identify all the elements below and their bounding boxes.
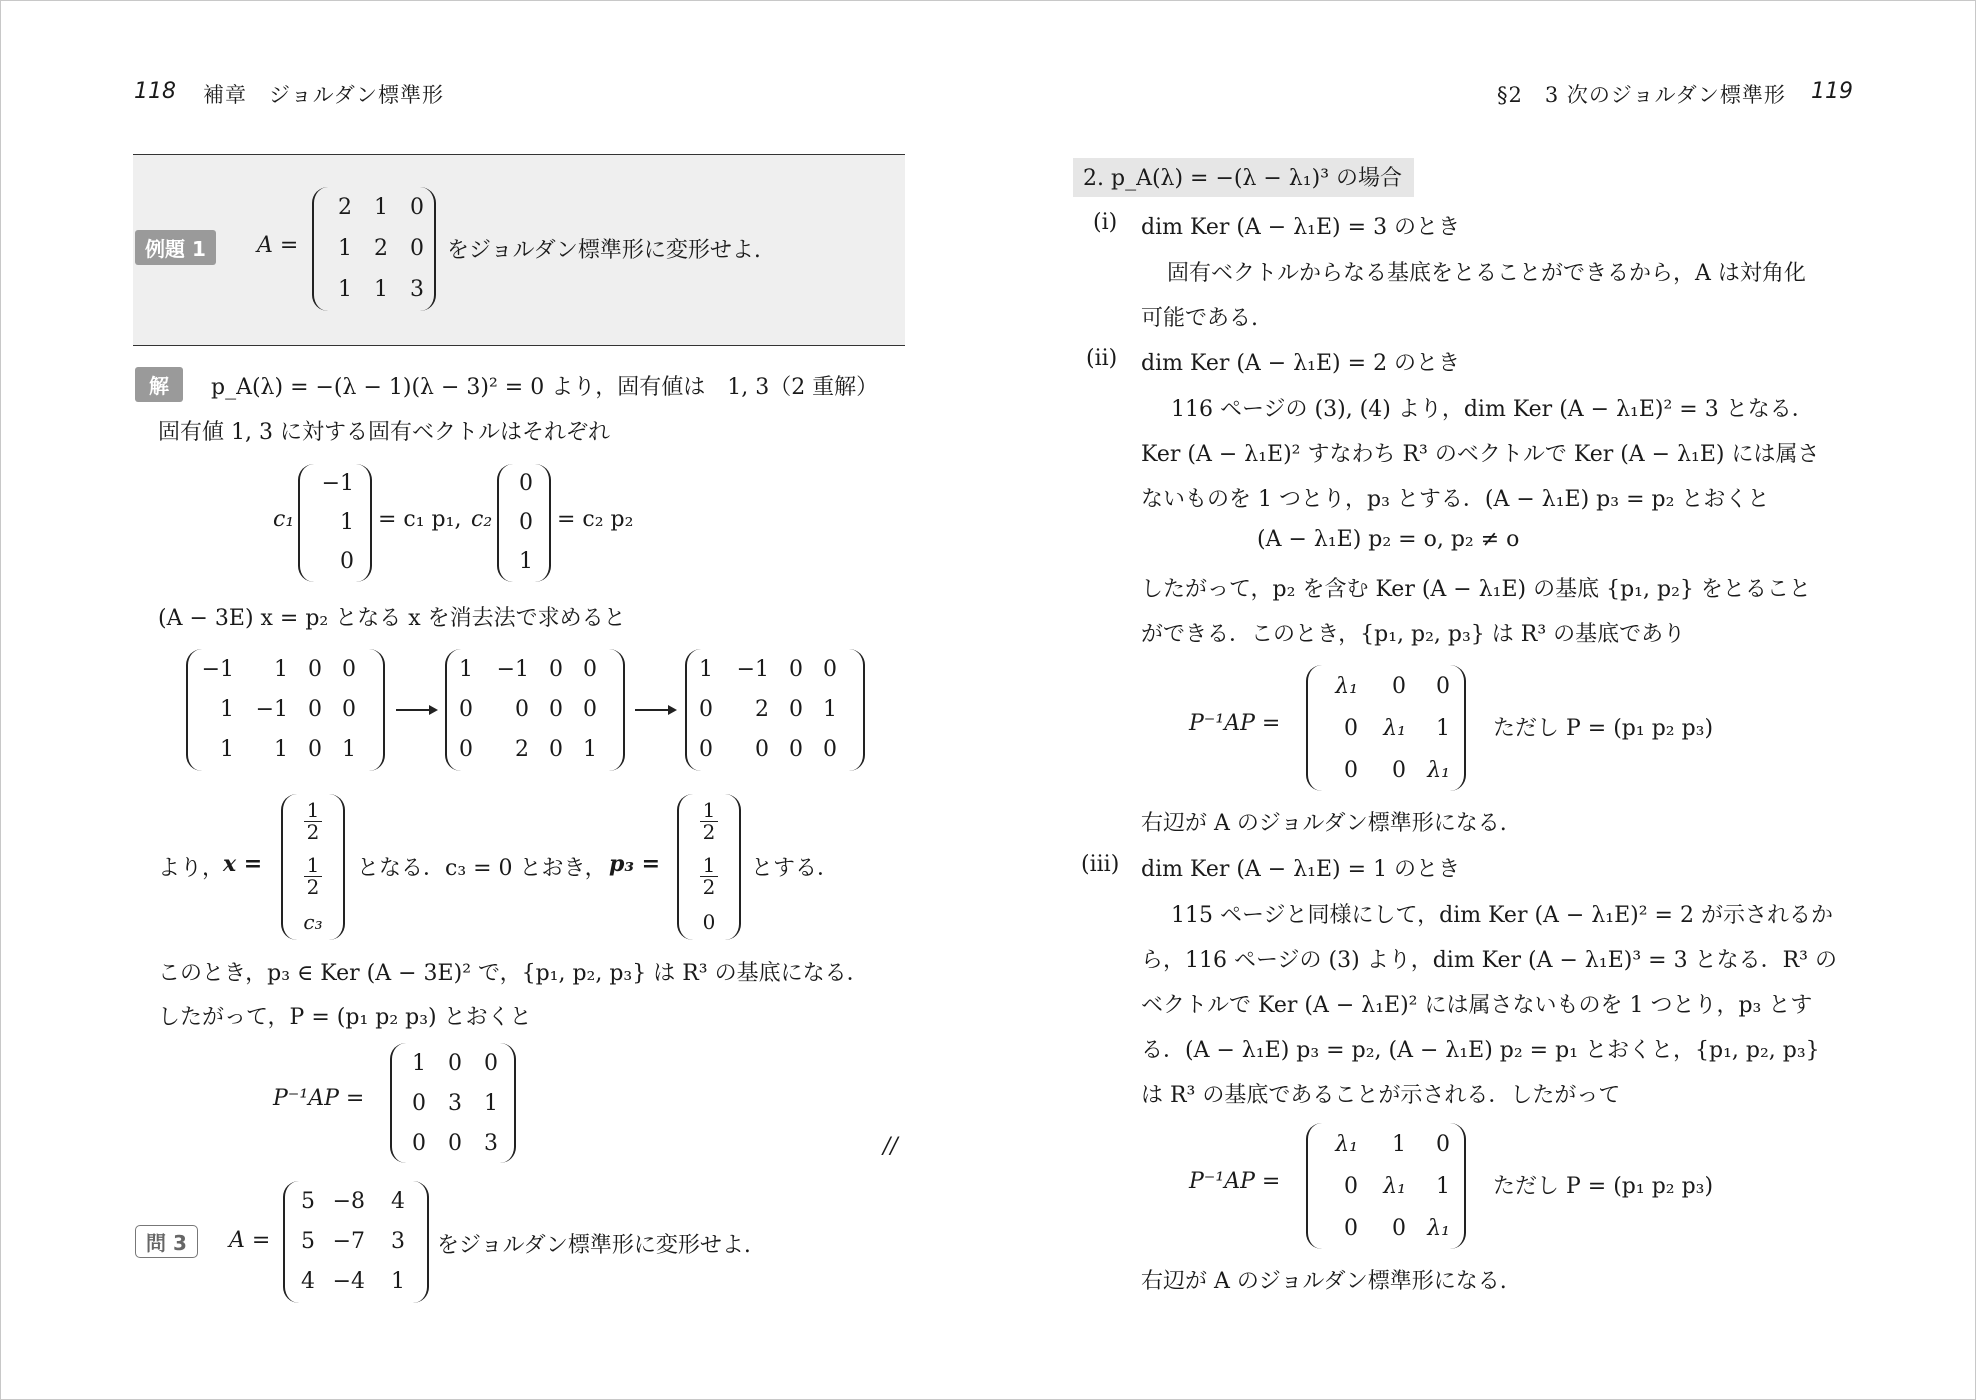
matrix-cell: 0 <box>410 195 424 220</box>
matrix-cell: 0 <box>308 736 322 762</box>
matrix-cell: −1 <box>201 656 234 682</box>
x-vector <box>281 794 345 940</box>
matrix-cell: 1 <box>1436 715 1450 741</box>
matrix-cell: 0 <box>789 736 803 762</box>
matrix-cell: 1 <box>274 736 288 762</box>
matrix-cell: 1 <box>583 736 597 762</box>
case-i-text2: 可能である. <box>1141 306 1258 331</box>
matrix-cell: 0 <box>515 696 529 722</box>
example-label: 例題 1 <box>135 230 216 265</box>
solution-line3: (A − 3E) x = p₂ となる x を消去法で求めると <box>158 606 626 631</box>
x-vector-cell: $\frac{1}{2}$ <box>304 855 323 898</box>
matrix-cell: 0 <box>459 696 473 722</box>
c1-symbol: c₁ <box>273 507 295 532</box>
matrix-cell: λ₁ <box>1427 757 1450 783</box>
matrix-cell: 0 <box>549 656 563 682</box>
case-iii-matrix <box>1306 1123 1466 1249</box>
problem-instruction: をジョルダン標準形に変形せよ. <box>437 1233 751 1258</box>
x-eq: x = <box>223 851 263 877</box>
matrix-cell: 0 <box>549 696 563 722</box>
case-ii-line1: 116 ページの (3), (4) より，dim Ker (A − λ₁E)² = 3 となる． <box>1171 397 1814 422</box>
matrix-cell: 2 <box>515 736 529 762</box>
matrix-cell: 4 <box>301 1268 315 1294</box>
matrix-cell: 5 <box>301 1188 315 1214</box>
matrix-cell: 1 <box>412 1050 426 1076</box>
elim-matrix-3 <box>685 649 865 771</box>
matrix-cell: 0 <box>448 1050 462 1076</box>
matrix-cell: 0 <box>1344 1215 1358 1241</box>
matrix-cell: 1 <box>391 1268 405 1294</box>
matrix-cell: 0 <box>308 696 322 722</box>
matrix-cell: 0 <box>308 656 322 682</box>
case-iii-line4: る．(A − λ₁E) p₃ = p₂, (A − λ₁E) p₂ = p₁ とおくと，{p₁, p₂, p₃} <box>1141 1038 1820 1063</box>
matrix-cell: 3 <box>448 1090 462 1116</box>
vector-cell: 0 <box>519 471 533 496</box>
case-ii-line2: Ker (A − λ₁E)² すなわち R³ のベクトルで Ker (A − λ₁E) には属さ <box>1141 442 1820 467</box>
matrix-cell: 0 <box>448 1130 462 1156</box>
matrix-cell: 1 <box>338 277 352 302</box>
matrix-cell: −1 <box>496 656 529 682</box>
matrix-cell: 0 <box>699 736 713 762</box>
matrix-cell: −1 <box>736 656 769 682</box>
matrix-cell: 0 <box>410 236 424 261</box>
matrix-cell: 0 <box>1392 673 1406 699</box>
matrix-cell: 0 <box>789 656 803 682</box>
matrix-cell: 0 <box>1344 757 1358 783</box>
x-vector-cell: $\frac{1}{2}$ <box>304 800 323 843</box>
vector-cell: 1 <box>519 549 533 574</box>
eigenvector-2 <box>497 464 551 582</box>
matrix-cell: 0 <box>1436 673 1450 699</box>
p3-vector-cell: 0 <box>702 910 716 934</box>
p3-vector-cell: $\frac{1}{2}$ <box>700 855 719 898</box>
case-ii-line6: ができる．このとき，{p₁, p₂, p₃} は R³ の基底であり <box>1141 622 1686 647</box>
matrix-cell: 0 <box>823 656 837 682</box>
matrix-cell: 1 <box>1436 1173 1450 1199</box>
matrix-cell: 0 <box>755 736 769 762</box>
example-lhs: A = <box>257 233 299 258</box>
right-section-title: §2 3 次のジョルダン標準形 <box>1497 83 1786 107</box>
matrix-cell: 0 <box>459 736 473 762</box>
matrix-cell: 4 <box>391 1188 405 1214</box>
matrix-cell: 1 <box>374 195 388 220</box>
elimination-arrow-icon <box>396 709 436 711</box>
case-iii-where: ただし P = (p₁ p₂ p₃) <box>1493 1174 1714 1199</box>
matrix-cell: λ₁ <box>1335 1131 1358 1157</box>
eigenvector-1 <box>298 464 372 582</box>
p3-vector <box>677 794 741 940</box>
elim-matrix-1 <box>186 649 385 771</box>
matrix-cell: 0 <box>484 1050 498 1076</box>
problem-matrix <box>283 1181 429 1303</box>
x-line-prefix: より， <box>158 856 225 881</box>
eq-c1p1: = c₁ p₁, <box>378 507 462 532</box>
matrix-cell: 0 <box>342 656 356 682</box>
matrix-cell: 0 <box>1392 1215 1406 1241</box>
case-iii-condition: dim Ker (A − λ₁E) = 1 のとき <box>1141 857 1461 882</box>
case-iii-line5: は R³ の基底であることが示される．したがって <box>1141 1083 1621 1108</box>
matrix-cell: −8 <box>332 1188 365 1214</box>
example-matrix <box>312 187 436 311</box>
matrix-cell: 0 <box>1436 1131 1450 1157</box>
matrix-cell: 1 <box>484 1090 498 1116</box>
x-line-mid: となる．c₃ = 0 とおき， <box>357 856 607 881</box>
solution-line6: したがって，P = (p₁ p₂ p₃) とおくと <box>158 1005 532 1030</box>
case-ii-conclusion: 右辺が A のジョルダン標準形になる. <box>1141 811 1507 836</box>
eq-c2p2: = c₂ p₂ <box>557 507 634 532</box>
x-vector-cell: c₃ <box>303 910 323 934</box>
matrix-cell: 0 <box>412 1090 426 1116</box>
matrix-cell: 3 <box>391 1228 405 1254</box>
matrix-cell: 1 <box>274 656 288 682</box>
matrix-cell: 0 <box>342 696 356 722</box>
case-ii-matrix <box>1306 665 1466 791</box>
example-instruction: をジョルダン標準形に変形せよ. <box>447 238 761 263</box>
matrix-cell: 0 <box>412 1130 426 1156</box>
case-ii-lhs: P⁻¹AP = <box>1189 711 1281 736</box>
matrix-cell: λ₁ <box>1383 715 1406 741</box>
matrix-cell: 5 <box>301 1228 315 1254</box>
matrix-cell: λ₁ <box>1383 1173 1406 1199</box>
case-iii-lhs: P⁻¹AP = <box>1189 1169 1281 1194</box>
vector-cell: 0 <box>340 549 354 574</box>
matrix-cell: 0 <box>1344 715 1358 741</box>
problem-lhs: A = <box>229 1228 271 1253</box>
matrix-cell: 3 <box>484 1130 498 1156</box>
matrix-cell: −1 <box>255 696 288 722</box>
matrix-cell: 0 <box>583 656 597 682</box>
solution-line1: p_A(λ) = −(λ − 1)(λ − 3)² = 0 より，固有値は 1, 3（2 重解） <box>211 375 879 400</box>
matrix-cell: 1 <box>220 696 234 722</box>
matrix-cell: 1 <box>374 277 388 302</box>
problem-label: 問 3 <box>135 1225 198 1258</box>
elim-matrix-2 <box>445 649 625 771</box>
case-iii-line1: 115 ページと同様にして，dim Ker (A − λ₁E)² = 2 が示されるか <box>1171 903 1833 928</box>
case-ii-label: (ii) <box>1086 346 1118 371</box>
left-page-number: 118 <box>134 79 176 104</box>
matrix-cell: 1 <box>699 656 713 682</box>
case-iii-line2: ら，116 ページの (3) より，dim Ker (A − λ₁E)³ = 3 となる．R³ の <box>1141 948 1837 973</box>
case-iii-conclusion: 右辺が A のジョルダン標準形になる. <box>1141 1269 1507 1294</box>
case-ii-line3: ないものを 1 つとり，p₃ とする．(A − λ₁E) p₃ = p₂ とおくと <box>1141 487 1770 512</box>
p3-vector-cell: $\frac{1}{2}$ <box>700 800 719 843</box>
matrix-cell: 1 <box>338 236 352 261</box>
vector-cell: 1 <box>340 510 354 535</box>
vector-cell: 0 <box>519 510 533 535</box>
matrix-cell: 2 <box>338 195 352 220</box>
right-page-number: 119 <box>1811 79 1853 104</box>
c2-symbol: c₂ <box>471 507 493 532</box>
case-ii-line5: したがって，p₂ を含む Ker (A − λ₁E) の基底 {p₁, p₂} をとること <box>1141 577 1811 602</box>
matrix-cell: 1 <box>220 736 234 762</box>
x-line-suffix: とする． <box>751 856 840 881</box>
matrix-cell: 1 <box>823 696 837 722</box>
matrix-cell: λ₁ <box>1335 673 1358 699</box>
matrix-cell: −4 <box>332 1268 365 1294</box>
left-chapter-title: 補章 ジョルダン標準形 <box>203 83 444 107</box>
matrix-cell: λ₁ <box>1427 1215 1450 1241</box>
case-ii-where: ただし P = (p₁ p₂ p₃) <box>1493 716 1714 741</box>
matrix-cell: 2 <box>374 236 388 261</box>
section-heading: 2. p_A(λ) = −(λ − λ₁)³ の場合 <box>1073 158 1414 197</box>
solution-line5: このとき，p₃ ∈ Ker (A − 3E)² で，{p₁, p₂, p₃} は R³ の基底になる． <box>158 961 869 986</box>
case-iii-label: (iii) <box>1081 852 1120 877</box>
elimination-arrow-icon <box>635 709 675 711</box>
solution-label: 解 <box>135 367 183 402</box>
matrix-cell: 0 <box>789 696 803 722</box>
solution-line2: 固有値 1, 3 に対する固有ベクトルはそれぞれ <box>158 420 610 445</box>
matrix-cell: 0 <box>1392 757 1406 783</box>
case-i-condition: dim Ker (A − λ₁E) = 3 のとき <box>1141 215 1461 240</box>
matrix-cell: 0 <box>699 696 713 722</box>
result-matrix <box>390 1043 516 1163</box>
case-i-text1: 固有ベクトルからなる基底をとることができるから，A は対角化 <box>1167 261 1806 286</box>
matrix-cell: 0 <box>583 696 597 722</box>
end-of-proof-mark: // <box>883 1134 898 1159</box>
matrix-cell: 3 <box>410 277 424 302</box>
matrix-cell: 0 <box>823 736 837 762</box>
case-i-label: (i) <box>1093 210 1118 235</box>
case-ii-condition: dim Ker (A − λ₁E) = 2 のとき <box>1141 351 1461 376</box>
p3-eq: p₃ = <box>609 851 661 877</box>
case-ii-line4: (A − λ₁E) p₂ = o, p₂ ≠ o <box>1257 527 1520 552</box>
matrix-cell: 1 <box>459 656 473 682</box>
matrix-cell: −7 <box>332 1228 365 1254</box>
matrix-cell: 2 <box>755 696 769 722</box>
result-lhs: P⁻¹AP = <box>273 1086 365 1111</box>
matrix-cell: 1 <box>342 736 356 762</box>
matrix-cell: 1 <box>1392 1131 1406 1157</box>
matrix-cell: 0 <box>1344 1173 1358 1199</box>
matrix-cell: 0 <box>549 736 563 762</box>
vector-cell: −1 <box>321 471 354 496</box>
case-iii-line3: ベクトルで Ker (A − λ₁E)² には属さないものを 1 つとり，p₃ とす <box>1141 993 1813 1018</box>
